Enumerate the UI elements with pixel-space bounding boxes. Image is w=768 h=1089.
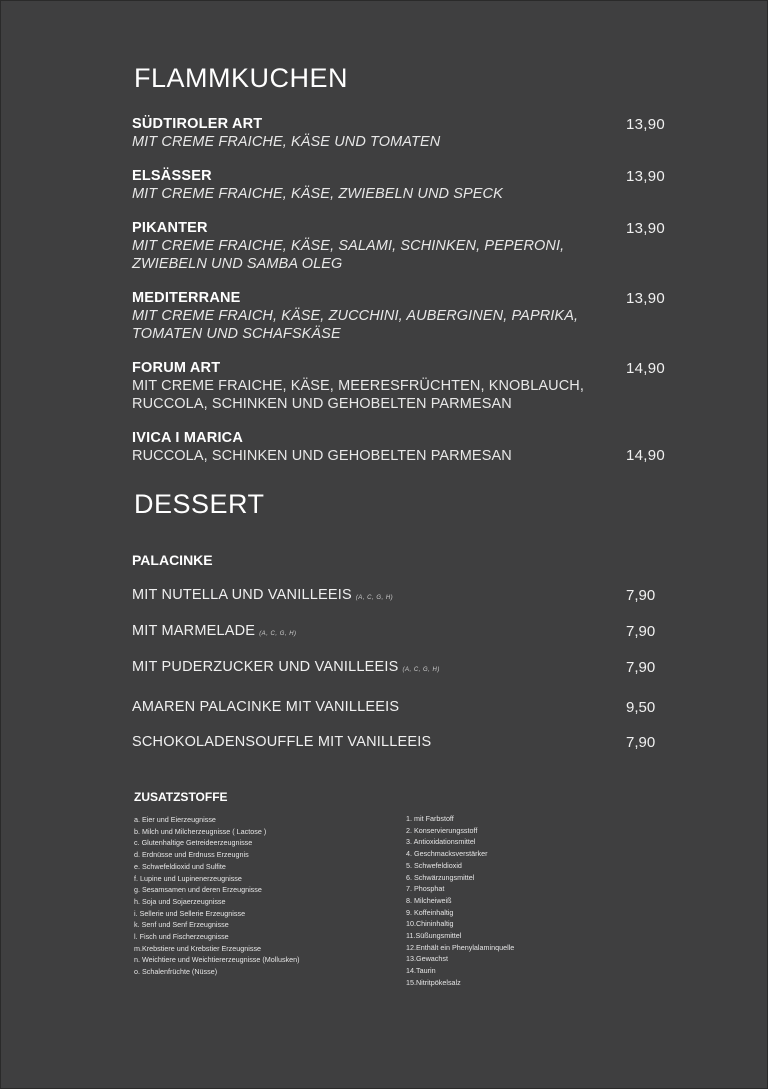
additive-entry: 6. Schwärzungsmittel [406, 872, 475, 882]
additive-entry: 2. Konservierungsstoff [406, 825, 478, 835]
item-description: TOMATEN UND SCHAFSKÄSE [132, 326, 341, 342]
dessert-price: 7,90 [626, 734, 656, 751]
allergen-codes: (A, C, G, H) [259, 631, 297, 637]
item-description: MIT CREME FRAICHE, KÄSE UND TOMATEN [132, 134, 441, 150]
flammkuchen-heading: FLAMMKUCHEN [134, 63, 349, 93]
allergen-entry: l. Fisch und Fischerzeugnisse [134, 932, 229, 942]
allergen-entry: n. Weichtiere und Weichtiererzeugnisse (Mollusken) [134, 955, 300, 965]
item-description: RUCCOLA, SCHINKEN UND GEHOBELTEN PARMESAN [132, 396, 512, 412]
item-name: MEDITERRANE [132, 290, 241, 306]
dessert-name: SCHOKOLADENSOUFFLE MIT VANILLEEIS [132, 734, 432, 750]
allergen-entry: g. Sesamsamen und deren Erzeugnisse [134, 885, 262, 895]
allergen-entry: o. Schalenfrüchte (Nüsse) [134, 967, 218, 977]
dessert-name: AMAREN PALACINKE MIT VANILLEEIS [132, 699, 400, 715]
additive-entry: 12.Enthält ein Phenylalaminquelle [406, 942, 515, 952]
additive-entry: 5. Schwefeldioxid [406, 860, 462, 870]
allergen-entry: c. Glutenhaltige Getreideerzeugnisse [134, 838, 253, 848]
menu-item [132, 219, 692, 273]
dessert-item [132, 587, 393, 603]
item-description: MIT CREME FRAICHE, KÄSE, MEERESFRÜCHTEN, KNOBLAUCH, [132, 378, 584, 394]
zusatzstoffe-heading: ZUSATZSTOFFE [134, 790, 228, 804]
dessert-item [132, 659, 440, 675]
item-name: FORUM ART [132, 360, 221, 376]
menu-item [132, 359, 692, 413]
allergen-codes: (A, C, G, H) [402, 667, 440, 673]
item-description: RUCCOLA, SCHINKEN UND GEHOBELTEN PARMESAN [132, 448, 512, 464]
allergen-entry: i. Sellerie und Sellerie Erzeugnisse [134, 908, 246, 918]
allergen-entry: d. Erdnüsse und Erdnuss Erzeugnis [134, 850, 249, 860]
allergen-entry: f. Lupine und Lupinenerzeugnisse [134, 873, 242, 883]
item-price: 14,90 [626, 447, 666, 464]
item-price: 14,90 [626, 360, 666, 377]
item-description: MIT CREME FRAICHE, KÄSE, SALAMI, SCHINKEN, PEPERONI, [132, 238, 565, 254]
additive-entry: 10.Chininhaltig [406, 919, 454, 929]
additive-entry: 9. Koffeinhaltig [406, 907, 454, 917]
allergen-entry: h. Soja und Sojaerzeugnisse [134, 896, 226, 906]
item-price: 13,90 [626, 290, 666, 307]
item-name: PIKANTER [132, 220, 208, 236]
menu-item [132, 429, 692, 465]
additive-entry: 3. Antioxidationsmittel [406, 837, 476, 847]
additive-entry: 4. Geschmacksverstärker [406, 849, 488, 859]
dessert-name: MIT PUDERZUCKER UND VANILLEEIS [132, 659, 399, 675]
item-price: 13,90 [626, 168, 666, 185]
dessert-price: 7,90 [626, 623, 656, 640]
dessert-name: MIT NUTELLA UND VANILLEEIS [132, 587, 352, 603]
menu-item [132, 167, 692, 203]
additive-entry: 13.Gewachst [406, 954, 448, 964]
dessert-price: 7,90 [626, 659, 656, 676]
dessert-price: 9,50 [626, 699, 656, 716]
allergen-entry: m.Krebstiere und Krebstier Erzeugnisse [134, 943, 262, 953]
additive-entry: 1. mit Farbstoff [406, 814, 454, 823]
menu-item [132, 289, 692, 343]
item-description: ZWIEBELN UND SAMBA OLEG [132, 256, 343, 272]
item-price: 13,90 [626, 220, 666, 237]
item-name: IVICA I MARICA [132, 430, 244, 446]
palacinke-subheading: PALACINKE [132, 552, 213, 568]
item-name: ELSÄSSER [132, 168, 212, 184]
additive-entry: 7. Phosphat [406, 884, 445, 894]
item-description: MIT CREME FRAICHE, KÄSE, ZWIEBELN UND SPECK [132, 186, 503, 202]
item-price: 13,90 [626, 116, 666, 133]
allergens-list [134, 814, 300, 978]
additive-entry: 15.Nitritpökelsalz [406, 977, 461, 987]
dessert-heading: DESSERT [134, 489, 265, 519]
allergen-entry: k. Senf und Senf Erzeugnisse [134, 920, 229, 930]
allergen-entry: a. Eier und Eierzeugnisse [134, 815, 216, 824]
item-name: SÜDTIROLER ART [132, 116, 263, 132]
additive-entry: 11.Süßungsmittel [406, 931, 462, 941]
dessert-item [132, 623, 297, 639]
allergen-codes: (A, C, G, H) [355, 595, 394, 601]
additives-list [406, 813, 514, 989]
dessert-item [132, 699, 399, 715]
menu-item [132, 115, 692, 151]
dessert-price: 7,90 [626, 587, 656, 604]
additive-entry: 8. Milcheiweiß [406, 895, 452, 905]
allergen-entry: e. Schwefeldioxid und Sulfite [134, 861, 226, 871]
dessert-item [132, 734, 431, 750]
item-description: MIT CREME FRAICH, KÄSE, ZUCCHINI, AUBERGINEN, PAPRIKA, [132, 308, 579, 324]
dessert-name: MIT MARMELADE [132, 623, 256, 639]
allergen-entry: b. Milch und Milcherzeugnisse ( Lactose ) [134, 826, 267, 836]
additive-entry: 14.Taurin [406, 966, 436, 976]
